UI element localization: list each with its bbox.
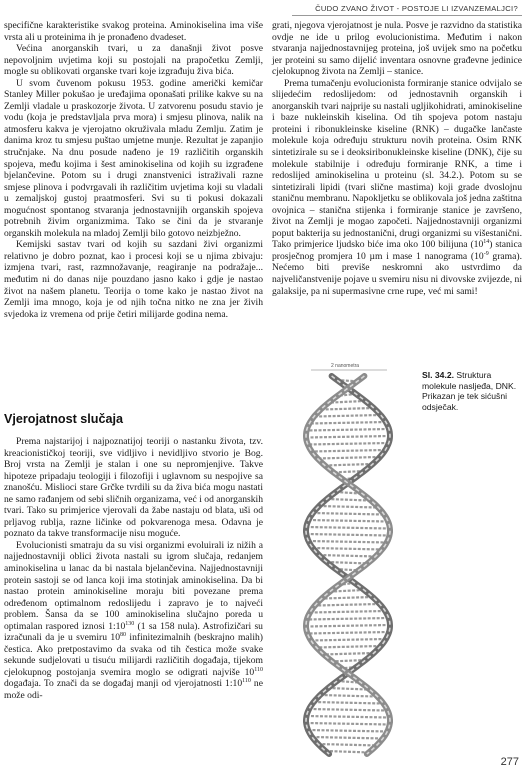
- backbone-strands: [306, 376, 390, 754]
- base-pair: [327, 499, 369, 501]
- base-pair: [319, 555, 377, 557]
- figure-caption: [422, 370, 522, 412]
- base-pair: [319, 506, 377, 508]
- base-pair: [307, 443, 388, 445]
- base-pair: [310, 422, 386, 424]
- base-pair: [311, 450, 386, 452]
- right-column: [272, 20, 522, 297]
- paragraph: specifične karakteristike svakog proteina. Aminokiselina ima više vrsta ali u proteinima ih je pronađeno dvadeset.: [4, 20, 263, 43]
- paragraph: U svom čuvenom pokusu 1953. godine američki kemičar Stanley Miller pokušao je uređajima oponašati prilike kakve su na Zemlji vladale u praskozorje života. U zatvorenu posudu stavio je vodu (koja je predstavljala prva mora) i smjesu plinova, nalik na atmosferu kakva je vjerojatno okruživala mladu Zemlju. Zatim je danima kroz tu smjesu puštao umjetne munje. Rezultat je zapanjio stručnjake. Na dnu posude nađeno je 19 različitih organskih spojeva, među kojima i šest aminokiselina od kojih su izgrađene bjelančevine. Potom su i drugi znanstvenici istraživali razne smjese plinova i podvrgavali ih različitim uvjetima koji su vladali u zemaljskoj gustoj praatmosferi. Svi su ti pokusi dokazali mogućnost spontanog stvaranja jednostavnijih organskih spojeva potrebnih živim organizmima. Tako se čini da je stvaranje organskih molekula na mladoj Zemlji bilo gotovo neizbježno.: [4, 77, 263, 239]
- running-header: ČUDO ZVANO ŽIVOT - POSTOJE LI IZVANZEMALJCI?: [315, 4, 518, 13]
- base-pair: [306, 436, 390, 438]
- base-pair: [306, 716, 389, 718]
- base-pair: [316, 457, 380, 459]
- base-pair: [313, 513, 383, 515]
- base-pair: [322, 408, 373, 410]
- base-pair: [311, 611, 385, 613]
- base-pair: [313, 548, 383, 550]
- base-pair: [326, 751, 371, 753]
- base-pair: [306, 534, 389, 536]
- paragraph: Većina anorganskih tvari, u za današnji život posve nepovoljnim uvjetima koji su postojali na prapočetku Zemlji, mogle su oblikovati organske tvari koje izgrađuju živa bića.: [4, 43, 263, 78]
- exponent: -9: [483, 250, 489, 257]
- paragraph: grati, njegova vjerojatnost je nula. Posve je razvidno da statistika ovdje ne ide u prilog evolucionistima. Međutim i nakon stvaranja najjednostavnijeg proteina, još uvijek smo na početku jer proteini su samo dijelić inventara osnovne građevne jedinice cjelokupnog života na Zemlji – stanice.: [272, 20, 522, 78]
- text-run: (1 sa 158 nula): [134, 620, 198, 632]
- exponent: 130: [125, 620, 135, 627]
- base-pair: [322, 653, 374, 655]
- header-rule: [292, 15, 522, 16]
- left-column: [4, 20, 263, 320]
- exponent: 80: [120, 632, 127, 639]
- exponent: 110: [254, 666, 263, 673]
- text-run: . Astrofizičari su izračunali da je u svemiru 10: [4, 620, 263, 644]
- base-pair: [323, 597, 372, 599]
- caption-text: Struktura molekule nasljeđa, DNK. Prikazan je tek sićušni odsječak.: [422, 370, 517, 412]
- base-pair: [307, 632, 389, 634]
- base-pair: [306, 723, 390, 725]
- paragraph: [272, 78, 522, 297]
- exponent: 110: [242, 678, 251, 685]
- section-heading: Vjerojatnost slučaja: [4, 412, 123, 426]
- text-run: događaja. To znači da se događaj manji od vjerojatnosti 1:10: [4, 678, 243, 690]
- base-pair: [316, 604, 379, 606]
- text-run: infinitezimalnih (beskrajno malih) čestica. Ako pretpostavimo da svaka od tih čestica može svake sekunde sudjelovati u tisuću milijardi različitih događaja, tijekom cjelokupnog postojanja svemira moglo se odigrati najviše 10: [4, 632, 263, 678]
- left-column-section: [4, 436, 263, 702]
- base-pair: [332, 590, 364, 592]
- base-pair: [307, 618, 388, 620]
- base-pair: [318, 744, 378, 746]
- base-pair: [314, 702, 383, 704]
- paragraph: [4, 540, 263, 702]
- caption-label: Sl. 34.2.: [422, 370, 455, 380]
- scale-label: 2 nanometra: [331, 363, 360, 369]
- exponent: 14: [483, 239, 490, 246]
- page-number: 277: [500, 756, 519, 768]
- dna-helix-figure: [275, 358, 421, 758]
- text-run: ne može odi-: [4, 678, 263, 702]
- text-run: Evolucionisti smatraju da su visi organizmi evoluirali iz nižih a najjednostavniji oblici života nastali su igrom slučaja, redanjem aminokiselina u lanac da bi nastala bjelančevina. Najjednostavniji protein sastoji se od lanca koji ima stotinjak aminokiselina. Da bi nastao protein aminokiseline moraju biti povezane prema određenom optimalnom redoslijedu i zapravo je to najveći problem. Šansa da se 100 aminokiselina slučajno poreda u optimalan raspored iznosi 1:10: [4, 539, 263, 632]
- base-pair: [308, 730, 388, 732]
- base-pair: [310, 639, 386, 641]
- base-pair: [306, 527, 389, 529]
- paragraph: Prema najstarijoj i najpoznatijoj teoriji o nastanku života, tzv. kreacionističkoj teoriji, sve vidljivo i nevidljivo stvorio je Bog. Broj vrsta na Zemlji je stalan i one su nepromjenjive. Takve hipoteze pripadaju teologiji i filozofiji i uglavnom su nespojive sa znanošću. Mislioci stare Grčke tvrdili su da živa bića mogu nastati ne samo rađanjem od sebi sličnih organizama, već i od anorganskih tvari. Tako su primjerice vjerovali da žabe nastaju od blata, uši od prljavog rublja, razne ličinke od pokvarenoga mesa. Odavna je poznato da takve transformacije nisu moguće.: [4, 436, 263, 540]
- base-pair: [312, 737, 384, 739]
- text-run: ) stanica prosječnog promjera 10 µm i mase 1 nanograma (10: [272, 239, 522, 262]
- base-pair: [308, 541, 387, 543]
- base-pair: [309, 709, 387, 711]
- base-pair: [309, 520, 388, 522]
- text-run: grama). Nećemo biti previše neskromni ako ustvrdimo da najveličanstvenije pojave u svemiru nisu ni divovske zvijezde, ni galaksije, pa ni supermasivne crne rupe, već mi sami!: [272, 250, 522, 297]
- base-pair: [323, 464, 373, 466]
- base-pair: [331, 401, 366, 403]
- base-pair: [315, 415, 380, 417]
- paragraph: Kemijski sastav tvari od kojih su sazdani živi organizmi relativno je dobro poznat, kao i procesi koji se u njima zbivaju: izmjena tvari, rast, razmnožavanje, reagiranje na podražaje... međutim ni do danas nije pouzdano jasno kako i gdje je nastao život na našem planetu. Teorija o tome kako je nastao život na Zemlji ima mnogo, koja je od njih točna nitko ne zna jer živih svjedoka iz vremena od prije četiri milijarde godina nema.: [4, 239, 263, 320]
- text-run: Prema tumačenju evolucionista formiranje stanice odvijalo se slijedećim redoslijedom: od jednostavnih organskih i anorganskih tvari najprije su nastali ugljikohidrati, aminokiseline i baze nukleinskih kiselina. Od tih spojeva potom nastaju proteini i ribonukleinske kiseline (RNK) – dugačke lančaste molekule koja određuju strukturu novih proteina. Osim RNK sintetizirale su se i deoksiribonukleinske kiseline (DNK), čije su molekule stabilnije i određuju formiranje RNK, a time i redoslijed aminokiselina u proteinu (sl. 34.2.). Potom su se sintetizirali lipidi (tvari slične mastima) koji grade dvoslojnu staničnu membranu. Napokljetku se oblikovala još jedna zaštitna ovojnica – stanična stijenka i formiranje stanice je završeno, život na Zemlji je mogao započeti. Najjednostavniji organizmi poput bakterija su jednostanični, drugi organizmi su višestanični. Tako primjerice ljudsko biće ima oko 100 bilijuna (10: [272, 77, 523, 251]
- base-pair: [315, 646, 381, 648]
- base-pair: [328, 688, 368, 690]
- base-pair: [307, 429, 389, 431]
- base-pair: [327, 562, 370, 564]
- base-pair: [306, 625, 390, 627]
- base-pair: [320, 695, 376, 697]
